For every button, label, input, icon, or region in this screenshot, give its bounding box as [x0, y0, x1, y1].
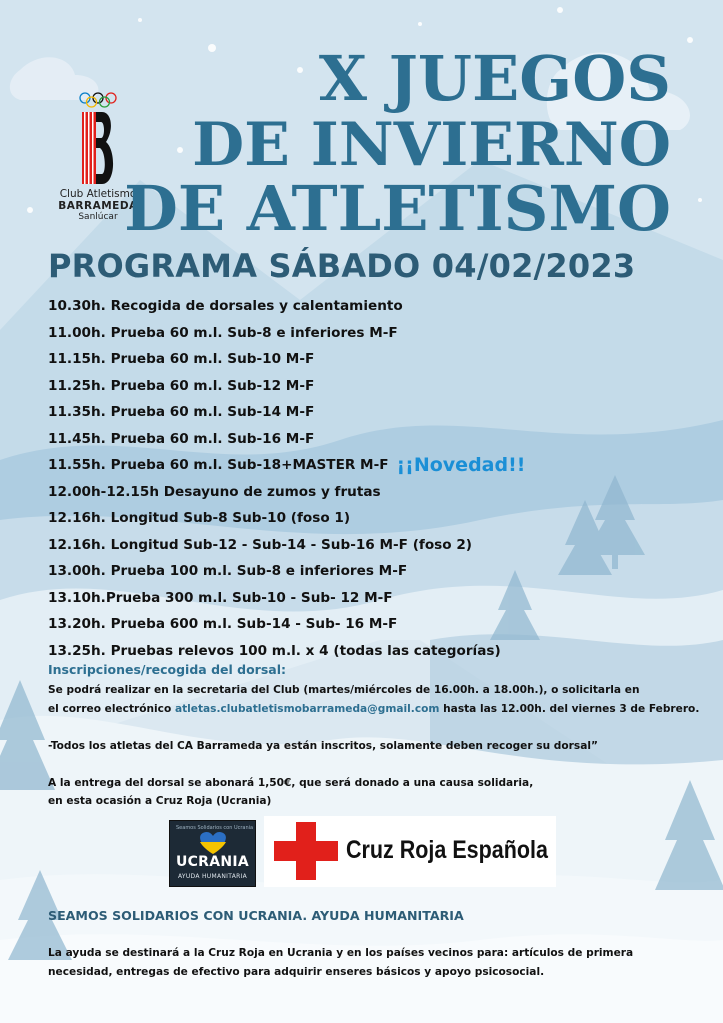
- club-b-logo-icon: [78, 110, 118, 186]
- inscripciones-line-2-pre: el correo electrónico: [48, 703, 175, 715]
- schedule-item: [48, 505, 688, 532]
- ukraine-badge-tagline: Seamos Solidarios con Ucrania: [176, 825, 254, 831]
- schedule-list: [48, 293, 688, 664]
- title-line-1: X JUEGOS: [318, 42, 671, 115]
- schedule-item: [48, 426, 688, 453]
- schedule-item: [48, 452, 688, 479]
- title-line-2: DE INVIERNO: [192, 110, 671, 180]
- schedule-item-text: 11.55h. Prueba 60 m.l. Sub-18+MASTER M-F: [48, 457, 389, 474]
- schedule-item: [48, 585, 688, 612]
- schedule-item-text: 12.00h-12.15h Desayuno de zumos y frutas: [48, 483, 381, 500]
- schedule-item: [48, 611, 688, 638]
- fee-line-2: en esta ocasión a Cruz Roja (Ucrania): [48, 795, 272, 807]
- club-place: Sanlúcar: [78, 212, 118, 222]
- club-brand: BARRAMEDA: [58, 200, 138, 212]
- schedule-item-text: 13.20h. Prueba 600 m.l. Sub-14 - Sub- 16 M-F: [48, 616, 398, 633]
- cruz-roja-logo: [264, 816, 556, 887]
- solidarity-title: SEAMOS SOLIDARIOS CON UCRANIA. AYUDA HUMANITARIA: [48, 908, 464, 923]
- club-name: Club Atletismo: [59, 188, 137, 200]
- schedule-item: [48, 293, 688, 320]
- schedule-item: [48, 346, 688, 373]
- ukraine-heart-icon: [197, 831, 229, 855]
- schedule-item-text: 11.45h. Prueba 60 m.l. Sub-16 M-F: [48, 430, 315, 447]
- schedule-item-text: 11.35h. Prueba 60 m.l. Sub-14 M-F: [48, 404, 315, 421]
- schedule-item: [48, 479, 688, 506]
- registration-note: -Todos los atletas del CA Barrameda ya están inscritos, solamente deben recoger su dorsal”: [48, 740, 598, 752]
- email-link[interactable]: atletas.clubatletismobarrameda@gmail.com: [174, 703, 440, 715]
- schedule-item: [48, 320, 688, 347]
- inscripciones-title: Inscripciones/recogida del dorsal:: [48, 662, 286, 677]
- red-cross-icon: [274, 822, 338, 880]
- inscripciones-line-2: [48, 703, 699, 715]
- novedad-badge: ¡¡Novedad!!: [396, 454, 526, 477]
- schedule-item: [48, 532, 688, 559]
- ukraine-badge-name: UCRANIA: [175, 854, 250, 870]
- fee-line-1: A la entrega del dorsal se abonará 1,50€, que será donado a una causa solidaria,: [48, 777, 534, 789]
- solidarity-line-1: La ayuda se destinará a la Cruz Roja en Ucrania y en los países vecinos para: artículos de primera: [48, 947, 634, 959]
- ukraine-aid-badge: [169, 820, 256, 887]
- olympic-rings-icon: [78, 92, 118, 108]
- schedule-item-text: 11.00h. Prueba 60 m.l. Sub-8 e inferiores M-F: [48, 324, 398, 341]
- schedule-item: [48, 638, 688, 665]
- schedule-item-text: 12.16h. Longitud Sub-8 Sub-10 (foso 1): [48, 510, 351, 527]
- schedule-item-text: 13.00h. Prueba 100 m.l. Sub-8 e inferiores M-F: [48, 563, 408, 580]
- solidarity-line-2: necesidad, entregas de efectivo para adquirir enseres básicos y apoyo psicosocial.: [48, 966, 545, 978]
- schedule-item-text: 13.10h.Prueba 300 m.l. Sub-10 - Sub- 12 M-F: [48, 589, 393, 606]
- schedule-item: [48, 558, 688, 585]
- schedule-item-text: 10.30h. Recogida de dorsales y calentamiento: [48, 298, 403, 315]
- inscripciones-line-2-post: hasta las 12.00h. del viernes 3 de Febrero.: [439, 703, 700, 715]
- inscripciones-line-1: Se podrá realizar en la secretaria del Club (martes/miércoles de 16.00h. a 18.00h.), o solicitarla en: [48, 684, 640, 696]
- cruz-roja-text: Cruz Roja Española: [346, 836, 548, 864]
- schedule-item-text: 12.16h. Longitud Sub-12 - Sub-14 - Sub-16 M-F (foso 2): [48, 536, 472, 553]
- schedule-item-text: 11.15h. Prueba 60 m.l. Sub-10 M-F: [48, 351, 315, 368]
- schedule-item: [48, 373, 688, 400]
- schedule-item-text: 13.25h. Pruebas relevos 100 m.l. x 4 (todas las categorías): [48, 642, 501, 659]
- program-heading: PROGRAMA SÁBADO 04/02/2023: [48, 247, 636, 285]
- schedule-item: [48, 399, 688, 426]
- schedule-item-text: 11.25h. Prueba 60 m.l. Sub-12 M-F: [48, 377, 315, 394]
- ukraine-badge-sub: AYUDA HUMANITARIA: [177, 873, 248, 880]
- title-line-3: DE ATLETISMO: [124, 172, 671, 245]
